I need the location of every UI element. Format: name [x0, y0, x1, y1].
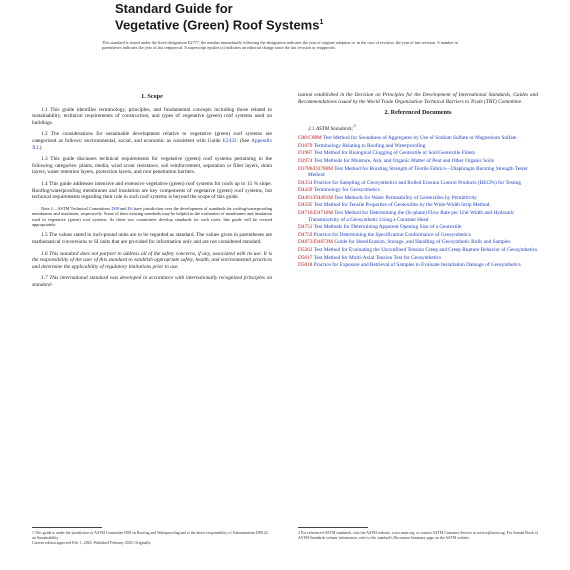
- reference-code-link[interactable]: D2974: [298, 157, 313, 164]
- title-line-2-text: Vegetative (Green) Roof Systems: [115, 17, 320, 33]
- reference-item: [298, 232, 538, 239]
- scope-1-2-text-b: . (See: [236, 137, 252, 144]
- title-footnote-marker: 1: [319, 19, 324, 26]
- left-column: [32, 92, 272, 294]
- note-text-a: Note 1—ASTM Technical Committees: [41, 205, 112, 211]
- reference-item: [298, 239, 538, 246]
- reference-item: [298, 202, 538, 209]
- designation-note: This standard is issued under the fixed designation E2777; the number immediately following the designation indicates the year of original adoption or, in the case of revision, the year of last revision. A number in parentheses indicates the year of last reapproval. A superscript epsilon (ε) indicates an editorial change since the last revision or reapproval.: [102, 40, 458, 51]
- reference-title-link[interactable]: Test Method for Biological Clogging of Geotextile or Soil/Geotextile Filters: [313, 150, 476, 157]
- reference-item: [298, 180, 538, 187]
- link-e2432[interactable]: E2432: [222, 137, 237, 144]
- reference-title-link[interactable]: Guide for Identification, Storage, and Handling of Geosynthetic Rolls and Samples: [334, 239, 511, 246]
- reference-title-link[interactable]: Practice for Exposure and Retrieval of Samples to Evaluate Installation Damage of Geosynthetics: [313, 262, 521, 269]
- reference-title-link[interactable]: Terminology for Geosynthetics: [313, 187, 380, 194]
- reference-item: [298, 255, 538, 262]
- footnote-rule-right: [298, 527, 368, 528]
- reference-code-link[interactable]: D4759: [298, 231, 313, 238]
- scope-1-1: 1.1 This guide identifies terminology, principles, and fundamental concepts including those related to sustainability, technical requirements of construction, and types of vegetative (green) roof systems used on buildings.: [32, 106, 272, 126]
- reference-title-link[interactable]: Test Methods for Moisture, Ash, and Organic Matter of Peat and Other Organic Soils: [313, 157, 494, 164]
- astm-standards-subheading: [308, 123, 538, 132]
- scope-note-1: [32, 206, 272, 228]
- reference-title-link[interactable]: Practice for Determining the Specification Conformance of Geosynthetics: [313, 231, 471, 238]
- footnote-left: [32, 531, 272, 546]
- reference-code-link[interactable]: D5818: [298, 262, 313, 269]
- reference-code-link[interactable]: D4751: [298, 224, 313, 231]
- reference-item: [298, 158, 538, 165]
- reference-title-link[interactable]: Terminology Relating to Roofing and Waterproofing: [313, 142, 426, 149]
- reference-item: [298, 150, 538, 157]
- scope-1-7: 1.7 This international standard was developed in accordance with internationally recognized principles on standard-: [32, 275, 272, 288]
- scope-heading: 1. Scope: [141, 93, 163, 100]
- scope-1-2-text-c: .): [38, 144, 42, 151]
- scope-1-7-continuation: ization established in the Decision on Principles for the Development of International Standards, Guides and Recommendations issued by the World Trade Organization Technical Barriers to Trade (TBT) Committee.: [298, 92, 538, 105]
- reference-code-link[interactable]: D3786/D3786M: [298, 165, 334, 172]
- reference-item: [298, 143, 538, 150]
- astm-standards-label: 2.1 ASTM Standards:: [308, 125, 354, 132]
- footnote-2: 2 For referenced ASTM standards, visit the ASTM website, www.astm.org, or contact ASTM Customer Service at service@astm.org. For Annual Book of ASTM Standards volume information, refer to the standard's Document Summary page on the ASTM website.: [298, 531, 538, 540]
- title-line-2: [115, 16, 455, 32]
- reference-title-link[interactable]: Test Methods for Water Permeability of Geotextiles by Permittivity: [334, 194, 477, 201]
- reference-item: [298, 247, 538, 254]
- reference-title-link[interactable]: Test Method for Soundness of Aggregates by Use of Sodium Sulfate or Magnesium Sulfate: [323, 135, 517, 142]
- reference-code-link[interactable]: C88/C88M: [298, 135, 322, 142]
- reference-title-link[interactable]: Test Method for Evaluating the Unconfined Tension Creep and Creep Rupture Behavior of Geosynthetics: [313, 247, 538, 254]
- reference-code-link[interactable]: D4716/D4716M: [298, 210, 334, 217]
- reference-title-link[interactable]: Test Methods for Determining Apparent Opening Size of a Geotextile: [313, 224, 462, 231]
- reference-item: [298, 166, 538, 179]
- reference-item: [298, 210, 538, 223]
- scope-1-4: 1.4 This guide addresses intensive and extensive vegetative (green) roof systems for roofs up to 15 % slope. Roofing/waterproofing membranes and insulation are key components of vegetative (green) roof systems, but technical requirements regarding their role in such roof systems is beyond the scope of this guide.: [32, 180, 272, 201]
- reference-code-link[interactable]: D1079: [298, 142, 313, 149]
- link-appendix-x1[interactable]: Appendix X1: [32, 137, 272, 151]
- reference-title-link[interactable]: Test Method for Determining the (In-plane) Flow Rate per Unit Width and Hydraulic Transmissivity of a Geosynthetic Using a Constant Head: [308, 210, 515, 223]
- note-text-b: and: [118, 205, 128, 211]
- reference-title-link[interactable]: Practice for Sampling of Geosynthetics and Rolled Erosion Control Products (RECPs) for Testing: [313, 179, 522, 186]
- reference-title-link[interactable]: Test Method for Bursting Strength of Textile Fabrics—Diaphragm Bursting Strength Tester Method: [308, 165, 528, 179]
- scope-1-2: [32, 131, 272, 151]
- reference-item: [298, 224, 538, 231]
- reference-list: [298, 135, 538, 269]
- link-d08[interactable]: D08: [111, 205, 119, 211]
- reference-title-link[interactable]: Test Method for Multi-Axial Tension Test for Geosynthetics: [313, 254, 442, 261]
- scope-1-3: 1.3 This guide discusses technical requirements for vegetative (green) roof systems pertaining to the following categories: plants, media, wind scour resistance, soil reinforcement, separation or filter layers, drain layers, water retention layers, protection layers, and root penetration barriers.: [32, 156, 272, 176]
- scope-1-2-text-a: 1.2 The considerations for sustainable development relative to vegetative (green) roof systems are categorized as follows: environmental, social, and economic as consistent with Guide: [32, 131, 272, 144]
- reference-item: [298, 195, 538, 202]
- reference-code-link[interactable]: D5617: [298, 254, 313, 261]
- reference-code-link[interactable]: D4491/D4491M: [298, 194, 334, 201]
- title-line-1: Standard Guide for: [115, 1, 233, 16]
- reference-title-link[interactable]: Test Method for Tensile Properties of Geotextiles by the Wide-Width Strip Method: [313, 202, 490, 209]
- scope-1-6: 1.6 This standard does not purport to address all of the safety concerns, if any, associated with its use. It is the responsibility of the user of this standard to establish appropriate safety, health, and environmental practices and determine the applicability of regulatory limitations prior to use.: [32, 250, 272, 270]
- referenced-documents-heading: 2. Referenced Documents: [384, 109, 452, 117]
- reference-code-link[interactable]: D4595: [298, 202, 313, 209]
- right-column: [298, 92, 538, 270]
- reference-item: [298, 187, 538, 194]
- scope-1-5: 1.5 The values stated in inch-pound units are to be regarded as standard. The values given in parentheses are mathematical conversions to SI units that are provided for information only and are not considered standard.: [32, 232, 272, 245]
- link-e6[interactable]: E6: [127, 205, 133, 211]
- footnote-1: 1 This guide is under the jurisdiction of ASTM Committee D08 on Roofing and Waterproofing and is the direct responsibility of Subcommittee D08.24 on Sustainability.: [32, 531, 268, 540]
- reference-code-link[interactable]: D4354: [298, 179, 313, 186]
- note-text-c: have jurisdiction over the development of standards for roofing/waterproofing membranes and insulation, respectively. Some of their existing standards may be helpful in the evaluation of membranes and insulation used in vegetative (green) roof systems. As these two committees develop standards for such roofs, this guide will be revised appropriately.: [32, 205, 272, 227]
- reference-item: [298, 262, 538, 269]
- reference-code-link[interactable]: D4439: [298, 187, 313, 194]
- reference-item: [298, 135, 538, 142]
- reference-code-link[interactable]: D4873/D4873M: [298, 239, 334, 246]
- footnote-rule-left: [32, 527, 102, 528]
- reference-code-link[interactable]: D1987: [298, 150, 313, 157]
- reference-code-link[interactable]: D5262: [298, 247, 313, 254]
- astm-standards-footnote-marker: 2: [353, 122, 356, 128]
- document-title: [115, 2, 455, 32]
- footnote-approval: Current edition approved Feb. 1, 2020. Published February 2020. Originally: [32, 540, 151, 545]
